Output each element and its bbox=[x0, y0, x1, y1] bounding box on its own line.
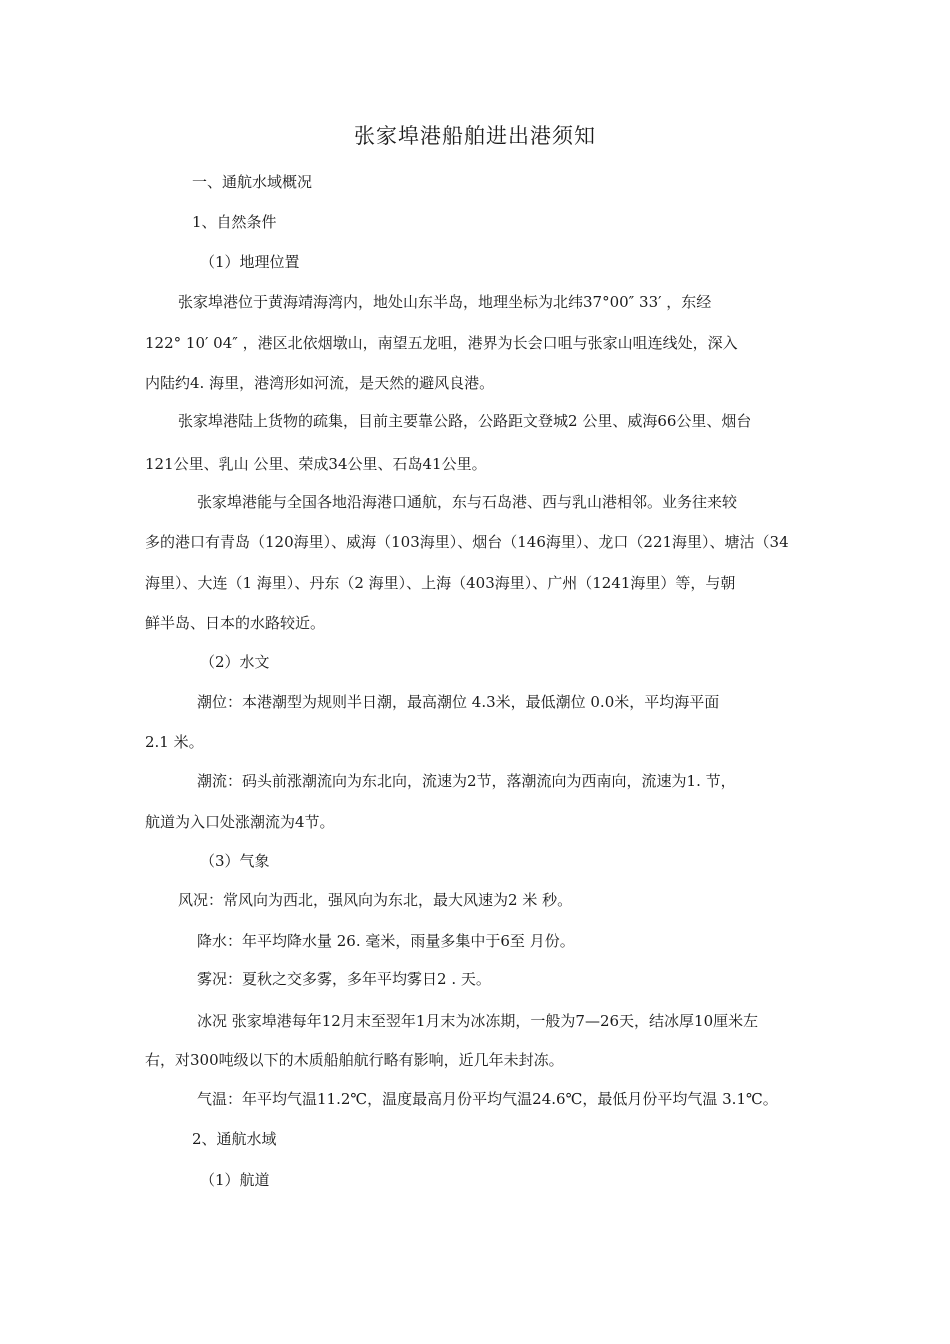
heading-geo-location: （1）地理位置 bbox=[200, 253, 300, 271]
heading-channel: （1）航道 bbox=[200, 1171, 270, 1189]
paragraph-line: 潮流：码头前涨潮流向为东北向，流速为2节，落潮流向为西南向，流速为1. 节， bbox=[197, 772, 736, 790]
paragraph-line: 张家埠港位于黄海靖海湾内，地处山东半岛，地理坐标为北纬37°00″ 33′ ，东经 bbox=[178, 293, 712, 311]
paragraph-line: 多的港口有青岛（120海里）、威海（103海里）、烟台（146海里）、龙口（221海里）、塘沽（34 bbox=[145, 533, 789, 551]
paragraph-line: 气温：年平均气温11.2℃，温度最高月份平均气温24.6℃，最低月份平均气温 3.1℃。 bbox=[197, 1090, 778, 1108]
heading-hydrology: （2）水文 bbox=[200, 653, 270, 671]
paragraph-line: 潮位：本港潮型为规则半日潮，最高潮位 4.3米，最低潮位 0.0米，平均海平面 bbox=[197, 693, 720, 711]
paragraph-line: 右，对300吨级以下的木质船舶航行略有影响，近几年未封冻。 bbox=[145, 1051, 564, 1069]
paragraph-line: 鲜半岛、日本的水路较近。 bbox=[145, 614, 326, 632]
paragraph-line: 121公里、乳山 公里、荣成34公里、石岛41公里。 bbox=[145, 455, 487, 473]
heading-1: 一、通航水域概况 bbox=[192, 173, 313, 191]
paragraph-line: 风况：常风向为西北，强风向为东北，最大风速为2 米 秒。 bbox=[178, 891, 573, 909]
paragraph-line: 张家埠港陆上货物的疏集，目前主要靠公路，公路距文登城2 公里、威海66公里、烟台 bbox=[178, 412, 752, 430]
paragraph-line: 内陆约4. 海里，港湾形如河流，是天然的避风良港。 bbox=[145, 374, 495, 392]
heading-1-1: 1、自然条件 bbox=[192, 213, 277, 231]
paragraph-line: 雾况：夏秋之交多雾，多年平均雾日2 . 天。 bbox=[197, 970, 491, 988]
paragraph-line: 冰况 张家埠港每年12月末至翌年1月末为冰冻期，一般为7—26天，结冰厚10厘米左 bbox=[197, 1012, 759, 1030]
paragraph-line: 张家埠港能与全国各地沿海港口通航，东与石岛港、西与乳山港相邻。业务往来较 bbox=[197, 493, 738, 511]
paragraph-line: 降水：年平均降水量 26. 毫米，雨量多集中于6至 月份。 bbox=[197, 932, 575, 950]
heading-1-2: 2、通航水域 bbox=[192, 1130, 277, 1148]
paragraph-line: 2.1 米。 bbox=[145, 733, 204, 751]
paragraph-line: 航道为入口处涨潮流为4节。 bbox=[145, 813, 335, 831]
heading-meteorology: （3）气象 bbox=[200, 852, 270, 870]
paragraph-line: 海里）、大连（1 海里）、丹东（2 海里）、上海（403海里）、广州（1241海里）等，与朝 bbox=[145, 574, 736, 592]
paragraph-line: 122° 10′ 04″ ，港区北依烟墩山，南望五龙咀，港界为长会口咀与张家山咀连线处，深入 bbox=[145, 334, 738, 352]
document-title: 张家埠港船舶进出港须知 bbox=[354, 124, 596, 148]
